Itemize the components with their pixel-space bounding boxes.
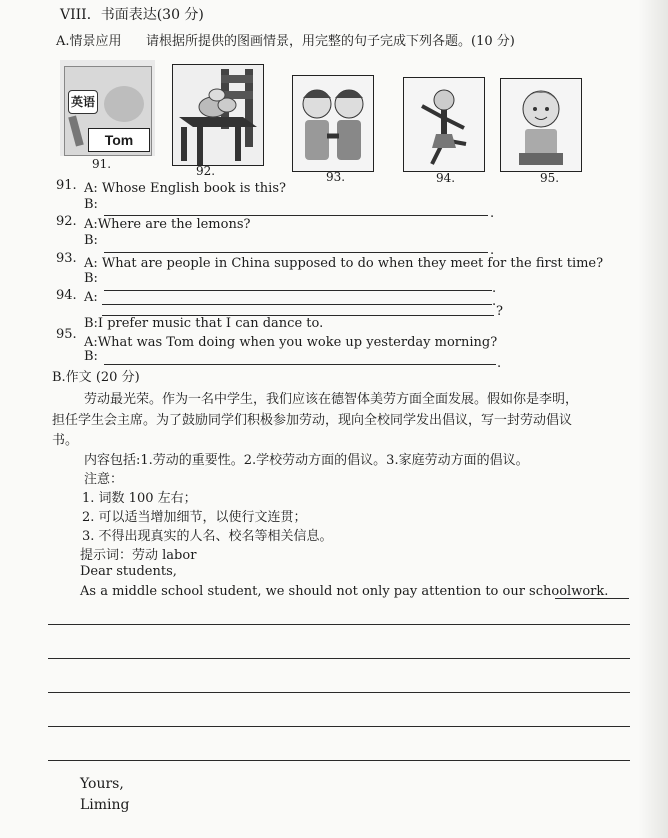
answer-end-92: . bbox=[490, 243, 495, 258]
hint-words: 提示词：劳动 labor bbox=[80, 548, 197, 563]
answer-end-94q: ? bbox=[496, 304, 503, 319]
answer-line-93[interactable] bbox=[104, 290, 492, 291]
book-cover-art-icon bbox=[104, 86, 144, 122]
letter-opening: As a middle school student, we should not only pay attention to our schoolwork. bbox=[80, 584, 609, 599]
picture-91-english-book bbox=[60, 60, 155, 156]
question-91-number: 91. bbox=[56, 178, 77, 193]
question-92-a: A:Where are the lemons? bbox=[84, 217, 251, 232]
caption-93: 93. bbox=[326, 170, 346, 184]
answer-end-94a: . bbox=[492, 294, 497, 309]
note-3: 3. 不得出现真实的人名、校名等相关信息。 bbox=[82, 529, 333, 544]
answer-line-92[interactable] bbox=[104, 252, 488, 253]
part-a-title: A.情景应用 bbox=[56, 34, 122, 49]
writing-line-1[interactable] bbox=[48, 624, 630, 625]
caption-92: 92. bbox=[196, 164, 216, 178]
question-95-number: 95. bbox=[56, 327, 77, 342]
prompt-line-2: 担任学生会主席。为了鼓励同学们积极参加劳动，现向全校同学发出倡议，写一封劳动倡议 bbox=[52, 413, 573, 428]
dancer-icon bbox=[404, 78, 484, 171]
writing-line-4[interactable] bbox=[48, 726, 630, 727]
prompt-line-1: 劳动最光荣。作为一名中学生，我们应该在德智体美劳方面全面发展。假如你是李明， bbox=[84, 392, 579, 407]
question-94-a-label: A: bbox=[84, 290, 98, 305]
answer-line-95[interactable] bbox=[104, 364, 496, 365]
chair-icon bbox=[173, 65, 263, 165]
writing-line-0[interactable] bbox=[555, 598, 629, 599]
question-94-number: 94. bbox=[56, 288, 77, 303]
letter-signature: Liming bbox=[80, 797, 130, 813]
content-requirements: 内容包括:1.劳动的重要性。2.学校劳动方面的倡议。3.家庭劳动方面的倡议。 bbox=[84, 453, 529, 468]
question-93-a: A: What are people in China supposed to do when they meet for the first time? bbox=[84, 256, 604, 271]
handshake-icon bbox=[293, 76, 373, 171]
note-1: 1. 词数 100 左右； bbox=[82, 491, 197, 506]
page-edge-shadow bbox=[638, 0, 668, 838]
name-label: Tom bbox=[88, 128, 150, 152]
question-95-b-label: B: bbox=[84, 349, 98, 364]
picture-93-handshake bbox=[292, 75, 374, 172]
answer-end-91: . bbox=[490, 206, 495, 221]
question-92-b-label: B: bbox=[84, 233, 98, 248]
letter-greeting: Dear students, bbox=[80, 564, 177, 579]
note-2: 2. 可以适当增加细节，以使行文连贯； bbox=[82, 510, 307, 525]
picture-95-tom bbox=[500, 78, 582, 172]
caption-91: 91. bbox=[92, 157, 112, 171]
answer-end-93: . bbox=[492, 281, 497, 296]
caption-94: 94. bbox=[436, 171, 456, 185]
note-label: 注意： bbox=[84, 472, 124, 487]
question-93-number: 93. bbox=[56, 251, 77, 266]
answer-line-94a[interactable] bbox=[102, 304, 492, 305]
picture-94-dancer bbox=[403, 77, 485, 172]
prompt-line-3: 书。 bbox=[52, 433, 79, 448]
question-93-b-label: B: bbox=[84, 271, 98, 286]
question-95-a: A:What was Tom doing when you woke up yesterday morning? bbox=[84, 335, 498, 350]
question-91-a: A: Whose English book is this? bbox=[84, 181, 286, 196]
question-91-b-label: B: bbox=[84, 197, 98, 212]
question-92-number: 92. bbox=[56, 214, 77, 229]
answer-end-95: . bbox=[497, 356, 502, 371]
caption-95: 95. bbox=[540, 171, 560, 185]
writing-line-5[interactable] bbox=[48, 760, 630, 761]
answer-line-91[interactable] bbox=[104, 215, 488, 216]
picture-92-chair-lemons bbox=[172, 64, 264, 166]
part-b-title: B.作文 (20 分) bbox=[52, 370, 140, 385]
boy-icon bbox=[501, 79, 581, 171]
writing-line-2[interactable] bbox=[48, 658, 630, 659]
section-title: VIII．书面表达(30 分) bbox=[60, 7, 204, 23]
writing-line-3[interactable] bbox=[48, 692, 630, 693]
part-a-instruction: 请根据所提供的图画情景，用完整的句子完成下列各题。(10 分) bbox=[146, 34, 515, 49]
book-title-label: 英语 bbox=[68, 90, 98, 114]
question-94-b: B:I prefer music that I can dance to. bbox=[84, 316, 324, 331]
letter-closing: Yours, bbox=[80, 776, 124, 792]
